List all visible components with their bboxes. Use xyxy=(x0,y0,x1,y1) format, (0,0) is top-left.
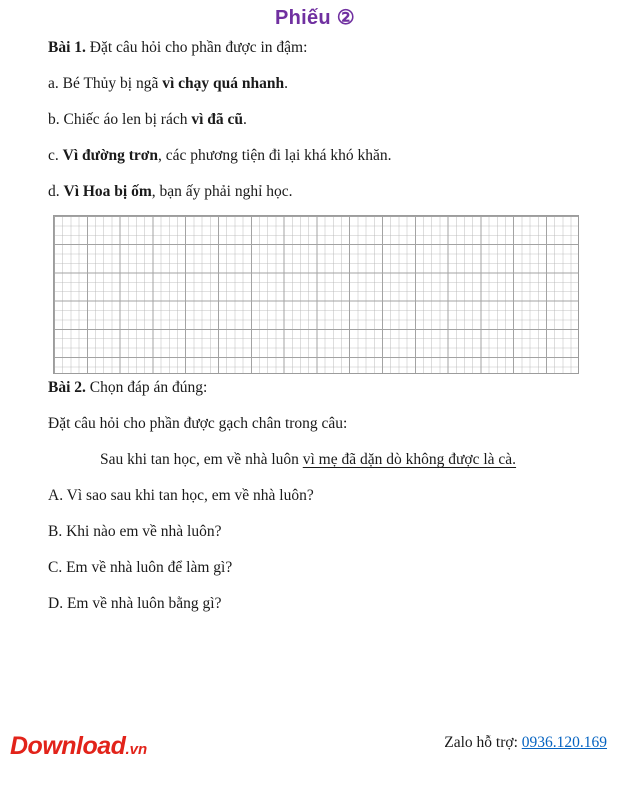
option-c: C. Em về nhà luôn để làm gì? xyxy=(48,559,233,576)
downloadvn-logo xyxy=(10,732,147,761)
logo-main-text: Download xyxy=(10,732,126,760)
item-c-pre: c. xyxy=(48,147,63,164)
item-b-post: . xyxy=(243,111,247,128)
item-a-pre: a. Bé Thủy bị ngã xyxy=(48,75,163,92)
exercise1-item-b xyxy=(48,110,247,129)
exercise2-heading-label: Bài 2. xyxy=(48,379,86,396)
item-b-bold: vì đã cũ xyxy=(191,111,244,128)
item-d-post: , bạn ấy phải nghỉ học. xyxy=(151,183,293,200)
zalo-support xyxy=(444,734,607,752)
option-d: D. Em về nhà luôn bằng gì? xyxy=(48,595,222,612)
exercise2-instruction: Đặt câu hỏi cho phần được gạch chân trong câu: xyxy=(48,415,348,432)
sentence-pre: Sau khi tan học, em về nhà luôn xyxy=(100,451,303,468)
logo-suffix-text: .vn xyxy=(125,741,148,758)
exercise1-item-a xyxy=(48,74,288,93)
exercise2-heading-text: Chọn đáp án đúng: xyxy=(85,379,208,396)
option-a: A. Vì sao sau khi tan học, em về nhà luôn? xyxy=(48,487,314,504)
exercise1-item-d xyxy=(48,182,293,201)
exercise1-heading xyxy=(48,38,307,57)
option-b: B. Khi nào em về nhà luôn? xyxy=(48,523,222,540)
item-b-pre: b. Chiếc áo len bị rách xyxy=(48,111,192,128)
exercise2-sentence xyxy=(100,450,516,469)
zalo-support-label: Zalo hỗ trợ: xyxy=(444,734,522,751)
writing-practice-grid xyxy=(53,215,579,374)
item-d-pre: d. xyxy=(48,183,64,200)
exercise2-heading xyxy=(48,378,207,397)
item-c-bold: Vì đường trơn xyxy=(62,147,159,164)
item-a-bold: vì chạy quá nhanh xyxy=(162,75,285,92)
item-d-bold: Vì Hoa bị ốm xyxy=(63,183,152,200)
exercise1-heading-label: Bài 1. xyxy=(48,39,86,56)
page-title: Phiếu ② xyxy=(274,7,356,29)
item-a-post: . xyxy=(284,75,289,92)
exercise1-item-c xyxy=(48,146,392,165)
underlined-phrase: vì mẹ đã dặn dò không được là cà. xyxy=(302,451,517,468)
zalo-phone-link[interactable]: 0936.120.169 xyxy=(521,734,607,751)
item-c-post: , các phương tiện đi lại khá khó khăn. xyxy=(158,147,392,164)
exercise1-heading-text: Đặt câu hỏi cho phần được in đậm: xyxy=(85,39,308,56)
